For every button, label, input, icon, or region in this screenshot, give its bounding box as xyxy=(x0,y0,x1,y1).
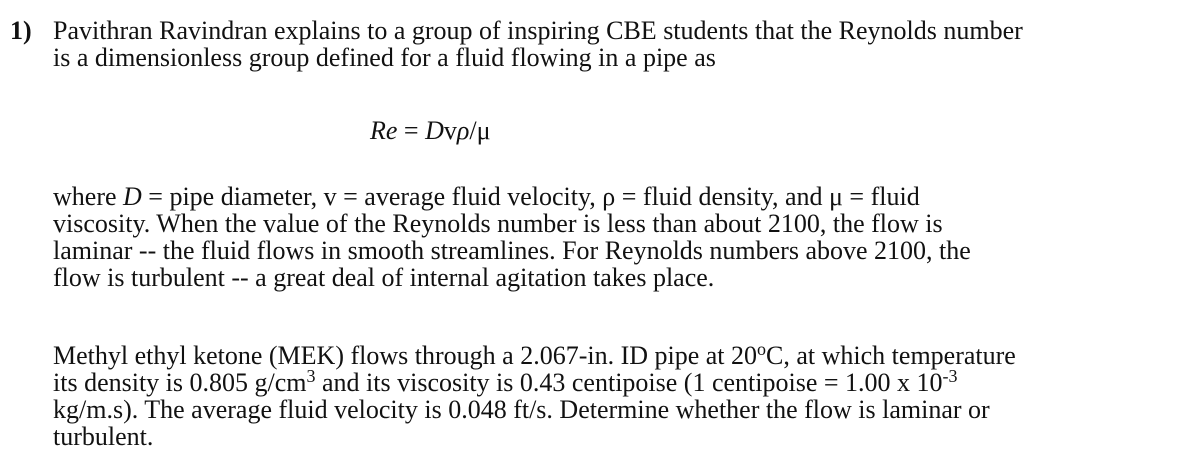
problem-line-3: kg/m.s). The average fluid velocity is 0.048 ft/s. Determine whether the flow is laminar or xyxy=(53,395,990,424)
definition-line-1 xyxy=(53,183,971,210)
cubic-exponent: 3 xyxy=(306,366,316,386)
problem-line-1-text: Methyl ethyl ketone (MEK) flows through a 2.067-in. ID pipe at 20 xyxy=(53,341,758,370)
density-text: its density is 0.805 g/cm xyxy=(53,368,307,397)
formula-v: v xyxy=(443,116,457,145)
power-exponent: -3 xyxy=(942,366,958,386)
problem-line-2 xyxy=(53,366,1016,397)
definition-line-3: laminar -- the fluid flows in smooth streamlines. For Reynolds numbers above 2100, the xyxy=(53,236,971,265)
question-intro xyxy=(53,17,1023,71)
where-word: where xyxy=(53,182,124,211)
viscosity-text: and its viscosity is 0.43 centipoise (1 centipoise = 1.00 x 10 xyxy=(315,368,943,397)
intro-line-2: is a dimensionless group defined for a fluid flowing in a pipe as xyxy=(53,43,716,72)
definition-line-4: flow is turbulent -- a great deal of internal agitation takes place. xyxy=(53,263,715,292)
intro-line-1: Pavithran Ravindran explains to a group of inspiring CBE students that the Reynolds number xyxy=(53,16,1023,45)
where-d-symbol: D xyxy=(123,182,142,211)
problem-line-4: turbulent. xyxy=(53,422,154,451)
definition-paragraph xyxy=(53,183,971,291)
formula-re: Re xyxy=(370,116,398,145)
problem-line-1 xyxy=(53,339,1016,370)
formula-equals: = xyxy=(397,116,426,145)
reynolds-formula xyxy=(370,117,491,144)
degree-symbol: o xyxy=(757,339,767,359)
formula-rho: ρ xyxy=(456,116,470,145)
question-number: 1) xyxy=(10,16,32,45)
formula-mu: /μ xyxy=(469,116,491,145)
problem-line-1-end: C, at which temperature xyxy=(766,341,1016,370)
where-definitions: = pipe diameter, v = average fluid velocity, ρ = fluid density, and μ = fluid xyxy=(141,182,920,211)
formula-d: D xyxy=(425,116,444,145)
definition-line-2: viscosity. When the value of the Reynolds number is less than about 2100, the flow is xyxy=(53,209,943,238)
problem-paragraph xyxy=(53,339,1016,451)
